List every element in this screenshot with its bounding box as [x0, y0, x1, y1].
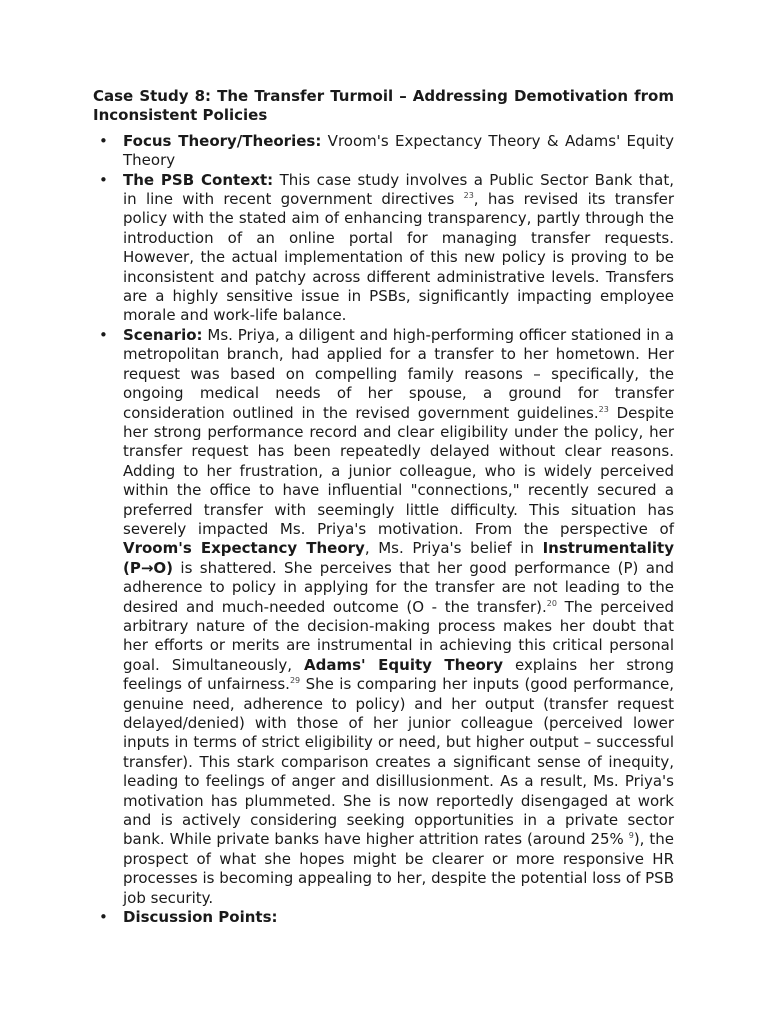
scenario-text: ), the prospect of what she hopes might be clearer or more responsive HR processes is becoming appealing to her, despite the potential loss of PSB job security.: [123, 830, 674, 907]
scenario-text: The perceived arbitrary nature of the decision-making process makes her doubt that her efforts or merits are instrumental in achieving this critical personal goal. Simultaneously,: [123, 597, 674, 674]
bullet-icon: •: [99, 131, 108, 150]
context-text: This case study involves a Public Sector Bank that, in line with recent government directives: [123, 170, 674, 209]
bullet-icon: •: [99, 908, 108, 927]
bullet-icon: •: [99, 170, 108, 189]
list-item-discussion-points: [93, 908, 674, 927]
list-item-psb-context: [93, 171, 674, 326]
scenario-text: , Ms. Priya's belief in: [364, 539, 543, 558]
vroom-theory-term: Vroom's Expectancy Theory: [123, 539, 365, 558]
context-text: , has revised its transfer policy with the stated aim of enhancing transparency, partly through the introduction of an online portal for managing transfer requests. However, the actual implementation of this new policy is proving to be inconsistent and patchy across different administrative levels. Transfers are a highly sensitive issue in PSBs, significantly impacting employee morale and work-life balance.: [123, 190, 674, 325]
scenario-label: Scenario:: [123, 325, 203, 344]
bullet-icon: •: [99, 325, 108, 344]
scenario-text: She is comparing her inputs (good performance, genuine need, adherence to policy) and her output (transfer request delayed/denied) with those of her junior colleague (perceived lower inputs in terms of strict eligibility or need, but higher output – successful transfer). This stark comparison creates a significant sense of inequity, leading to feelings of anger and disillusionment. As a result, Ms. Priya's motivation has plummeted. She is now reportedly disengaged at work and is actively considering seeking opportunities in a private sector bank. While private banks have higher attrition rates (around 25%: [123, 675, 674, 849]
context-label: The PSB Context:: [123, 170, 274, 189]
case-study-title: Case Study 8: The Transfer Turmoil – Addressing Demotivation from Inconsistent Policies: [93, 87, 674, 125]
discussion-label: Discussion Points:: [123, 908, 278, 927]
scenario-text: explains her strong feelings of unfairness.: [123, 655, 674, 694]
scenario-text: Despite her strong performance record and clear eligibility under the policy, her transfer request has been repeatedly delayed without clear reasons. Adding to her frustration, a junior colleague, who is widely perceived within the office to have influential "connections," recently secured a preferred transfer with seemingly little difficulty. This situation has severely impacted Ms. Priya's motivation. From the perspective of: [123, 403, 674, 538]
scenario-text: Ms. Priya, a diligent and high-performing officer stationed in a metropolitan branch, had applied for a transfer to her hometown. Her request was based on compelling family reasons – specifically, the ongoing medical needs of her spouse, a ground for transfer consideration outlined in the revised government guidelines.: [123, 325, 674, 422]
footnote-ref: 9: [628, 831, 634, 841]
focus-label: Focus Theory/Theories:: [123, 131, 322, 150]
bullet-list: [93, 132, 674, 928]
footnote-ref: 23: [598, 404, 609, 414]
footnote-ref: 29: [289, 676, 301, 686]
focus-text: Vroom's Expectancy Theory & Adams' Equity Theory: [123, 131, 674, 170]
instrumentality-term: Instrumentality (P→O): [123, 539, 675, 577]
footnote-ref: 23: [463, 191, 474, 201]
list-item-focus-theory: [93, 132, 674, 171]
footnote-ref: 20: [546, 598, 557, 608]
document-page: [93, 87, 674, 927]
adams-theory-term: Adams' Equity Theory: [304, 655, 503, 674]
list-item-scenario: [93, 326, 674, 908]
scenario-text: is shattered. She perceives that her good performance (P) and adherence to policy in applying for the transfer are not leading to the desired and much-needed outcome (O - the transfer).: [123, 558, 674, 616]
